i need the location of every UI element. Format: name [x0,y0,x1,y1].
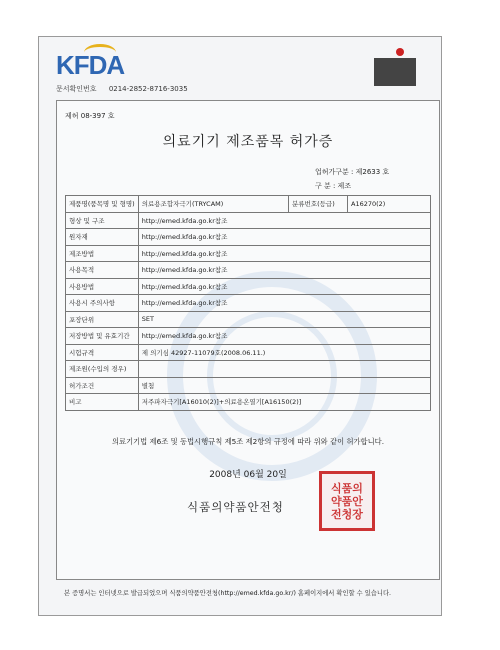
row-label: 형상 및 구조 [66,212,139,229]
kfda-logo [56,50,124,81]
row-label: 포장단위 [66,311,139,328]
business-permit-number: 업허가구분 : 제2633 호 [315,168,390,176]
row-label: 사용시 주의사항 [66,295,139,312]
row-value: 의료용조합자극기(TRYCAM) [138,196,288,213]
logo-wave-icon [84,44,116,61]
table-row [66,245,431,262]
row-value: http://emed.kfda.go.kr참조 [138,278,430,295]
certificate-body [56,100,440,580]
row-label: 제품명(품목명 및 형명) [66,196,139,213]
table-row [66,295,431,312]
table-row [66,262,431,279]
certification-mark-icon [370,48,432,88]
page-title: 의료기기 제조품목 허가증 [162,134,334,150]
spec-table [65,195,431,411]
row-label: 제조원(수입의 경우) [66,361,139,378]
row-label: 비고 [66,394,139,411]
doc-confirm-label: 문서확인번호 [56,85,97,93]
table-row [66,278,431,295]
row-value: http://emed.kfda.go.kr참조 [138,328,430,345]
row-label: 허가조건 [66,377,139,394]
table-row [66,377,431,394]
row-extra-label: 분류번호(등급) [289,196,348,213]
doc-confirm-value: 0214-2852-8716-3035 [108,85,188,93]
table-row [66,311,431,328]
row-value: http://emed.kfda.go.kr참조 [138,212,430,229]
row-value: SET [138,311,430,328]
row-value: http://emed.kfda.go.kr참조 [138,295,430,312]
logo-text: KFDA [56,50,125,80]
official-seal-icon: 식품의 약품안 전청장 [319,471,375,531]
table-row [66,344,431,361]
footer-note: 본 증명서는 인터넷으로 발급되었으며 식품의약품안전청(http://emed.kfda.go.kr/) 홈페이지에서 확인할 수 있습니다. [64,590,392,597]
row-value: 제 의기심 42927-11079호(2008.06.11.) [138,344,430,361]
row-label: 제조방법 [66,245,139,262]
row-value: 별첨 [138,377,430,394]
row-label: 사용목적 [66,262,139,279]
row-label: 저장방법 및 유효기간 [66,328,139,345]
row-value: 저주파자극기[A16010(2)]+의료용온열기[A16150(2)] [138,394,430,411]
doc-confirm-number [56,84,188,94]
permit-number: 제허 08-397 호 [65,112,115,120]
table-row [66,361,431,378]
row-label: 시험규격 [66,344,139,361]
row-extra-value: A16270(2) [348,196,431,213]
table-row [66,328,431,345]
row-value: http://emed.kfda.go.kr참조 [138,262,430,279]
table-row [66,229,431,246]
table-row [66,394,431,411]
row-label: 사용방법 [66,278,139,295]
row-label: 원자재 [66,229,139,246]
table-row [66,212,431,229]
row-value: http://emed.kfda.go.kr참조 [138,229,430,246]
row-value [138,361,430,378]
row-value: http://emed.kfda.go.kr참조 [138,245,430,262]
approval-statement: 의료기기법 제6조 및 동법시행규칙 제5조 제2항의 규정에 따라 위와 같이 허가합니다. [111,437,385,446]
table-row [66,196,431,213]
issuer-name: 식품의약품안전청 [187,500,284,514]
issue-date: 2008년 06월 20일 [209,470,287,480]
business-category: 구 분 : 제조 [315,182,352,190]
